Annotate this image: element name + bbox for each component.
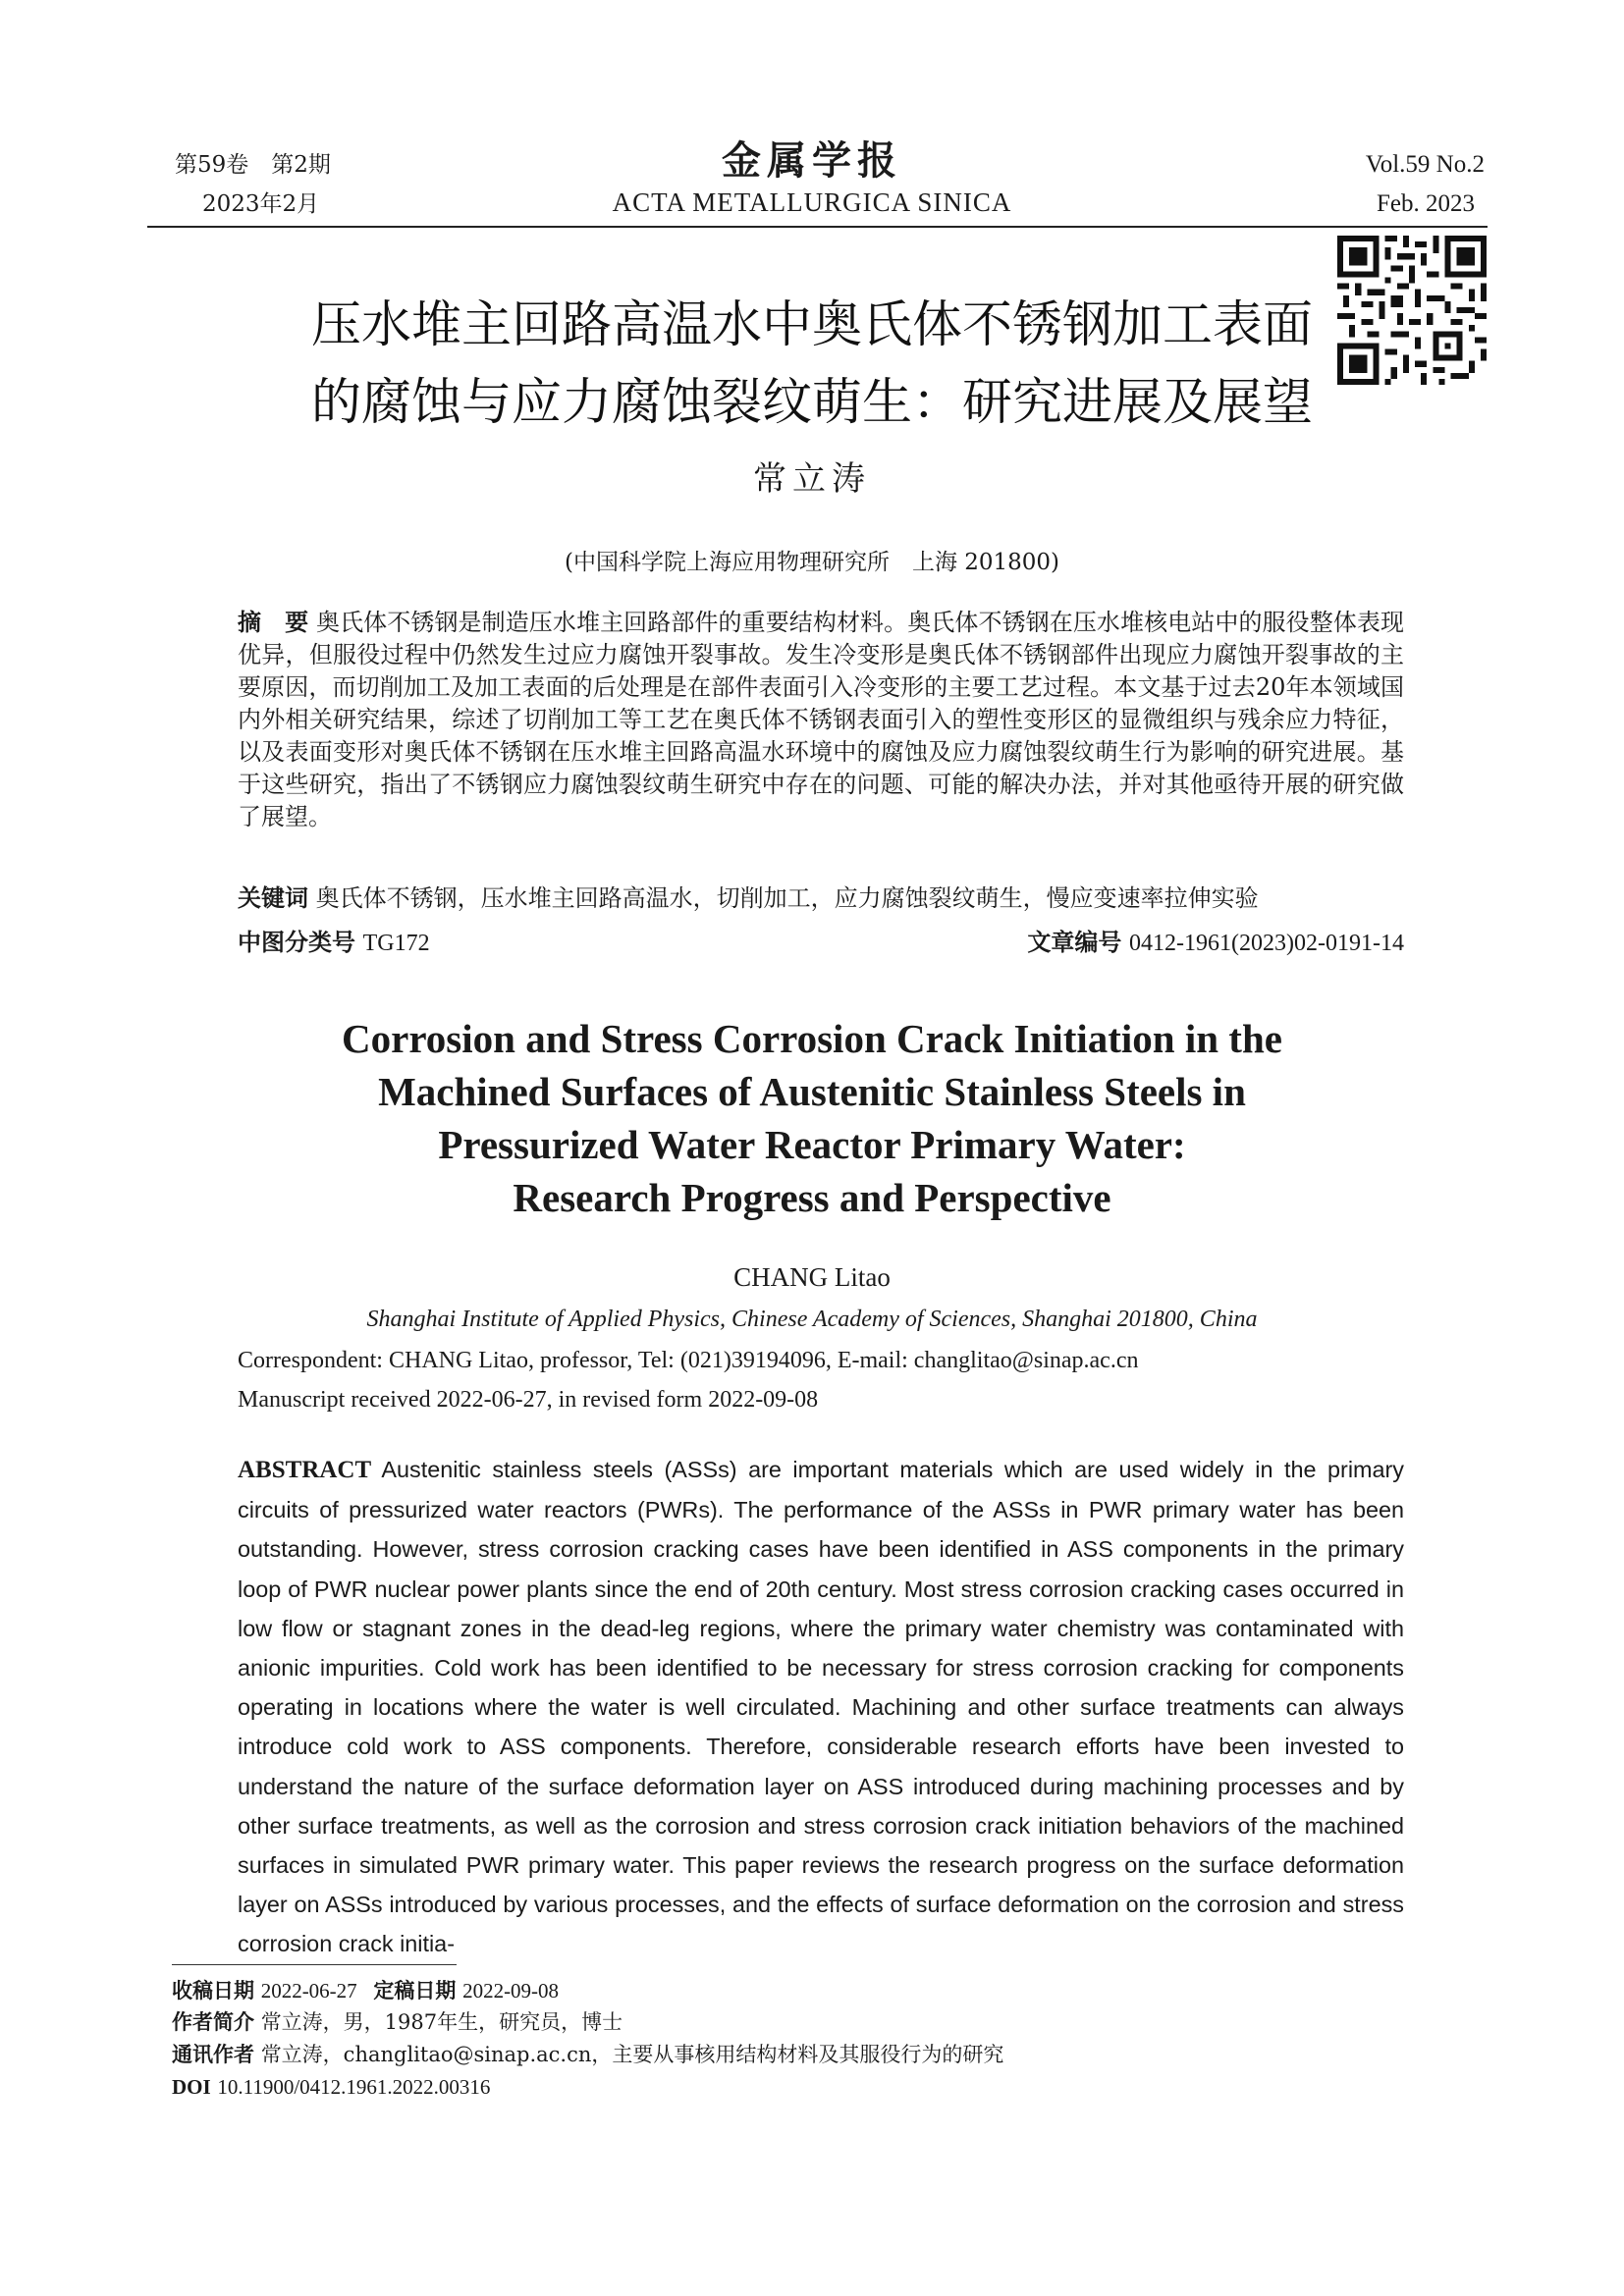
doi-value: 10.11900/0412.1961.2022.00316 — [217, 2075, 491, 2099]
header-rule — [147, 226, 1488, 228]
classification — [238, 926, 430, 960]
volume-issue-en: Vol.59 No.2 — [1365, 151, 1485, 178]
title-cn-line-2: 的腐蚀与应力腐蚀裂纹萌生：研究进展及展望 — [310, 374, 1313, 432]
footnote-corresponding — [172, 2040, 1003, 2069]
corr-value: 常立涛，changlitao@sinap.ac.cn，主要从事核用结构材料及其服役行为的研究 — [260, 2043, 1004, 2066]
accepted-value: 2022-09-08 — [462, 1979, 560, 2002]
abstract-en-text: Austenitic stainless steels (ASSs) are important materials which are used widely in the primary circuits of pressurized water reactors (PWRs). The performance of the ASSs in PWR primary water has been outstanding. However, stress corrosion cracking cases have been identified in ASS components in the primary loop of PWR nuclear power plants since the end of 20th century. Most stress corrosion cracking cases occurred in low flow or stagnant zones in the dead-leg regions, where the primary water chemistry was contaminated with anionic impurities. Cold work has been identified to be necessary for stress corrosion cracking for components operating in locations where the water is well circulated. Machining and other surface treatments can always introduce cold work to ASS components. Therefore, considerable research efforts have been invested to understand the nature of the surface deformation layer on ASS introduced during machining processes and by other surface treatments, as well as the corrosion and stress corrosion crack initiation behaviors of the machined surfaces in simulated PWR primary water. This paper reviews the research progress on the surface deformation layer on ASSs introduced by various processes, and the effects of surface deformation on the corrosion and stress corrosion crack initia- — [238, 1457, 1404, 1957]
footnote-doi — [172, 2072, 490, 2102]
footnote-bio — [172, 2007, 623, 2037]
accepted-label: 定稿日期 — [373, 1978, 457, 2002]
article-number-value: 0412-1961(2023)02-0191-14 — [1129, 931, 1404, 956]
paper-title-en — [147, 1012, 1477, 1224]
header-right — [1366, 145, 1485, 224]
affiliation-en: Shanghai Institute of Applied Physics, Chinese Academy of Sciences, Shanghai 201800, China — [366, 1307, 1258, 1332]
bio-label: 作者简介 — [172, 2009, 254, 2034]
title-en-line-3: Pressurized Water Reactor Primary Water: — [438, 1122, 1186, 1167]
classification-label: 中图分类号 — [238, 928, 355, 956]
title-en-line-4: Research Progress and Perspective — [513, 1175, 1111, 1220]
article-number — [1027, 926, 1404, 960]
corr-label: 通讯作者 — [172, 2042, 254, 2066]
received-value: 2022-06-27 — [260, 1979, 357, 2002]
title-en-line-1: Corrosion and Stress Corrosion Crack Initiation in the — [342, 1016, 1282, 1061]
abstract-en-label: ABSTRACT — [238, 1457, 372, 1483]
journal-name-en: ACTA METALLURGICA SINICA — [612, 187, 1012, 217]
article-number-label: 文章编号 — [1027, 928, 1122, 956]
author-cn: 常立涛 — [753, 459, 871, 499]
date-cn: 2023年2月 — [202, 191, 320, 217]
abstract-cn — [238, 606, 1404, 833]
keywords-cn — [238, 881, 1404, 915]
correspondent-en: Correspondent: CHANG Litao, professor, Tel: (021)39194096, E-mail: changlitao@sinap.ac.cn — [238, 1348, 1139, 1373]
abstract-cn-label: 摘 要 — [238, 608, 309, 636]
bio-value: 常立涛，男，1987年生，研究员，博士 — [260, 2010, 623, 2034]
manuscript-received: Manuscript received 2022-06-27, in revised form 2022-09-08 — [238, 1387, 819, 1413]
doi-label: DOI — [172, 2075, 211, 2099]
author-en: CHANG Litao — [733, 1262, 891, 1292]
footnote-dates — [172, 1976, 559, 2005]
classification-value: TG172 — [362, 931, 430, 956]
affiliation-cn: (中国科学院上海应用物理研究所 上海 201800) — [564, 550, 1060, 575]
journal-logo-cn: 金属学报 — [722, 137, 902, 184]
keywords-cn-text: 奥氏体不锈钢，压水堆主回路高温水，切削加工，应力腐蚀裂纹萌生，慢应变速率拉伸实验 — [315, 884, 1259, 912]
abstract-cn-text: 奥氏体不锈钢是制造压水堆主回路部件的重要结构材料。奥氏体不锈钢在压水堆核电站中的服役整体表现优异，但服役过程中仍然发生过应力腐蚀开裂事故。发生冷变形是奥氏体不锈钢部件出现应力腐蚀开裂事故的主要原因，而切削加工及加工表面的后处理是在部件表面引入冷变形的主要工艺过程。本文基于过去20年本领域国内外相关研究结果，综述了切削加工等工艺在奥氏体不锈钢表面引入的塑性变形区的显微组织与残余应力特征，以及表面变形对奥氏体不锈钢在压水堆主回路高温水环境中的腐蚀及应力腐蚀裂纹萌生行为影响的研究进展。基于这些研究，指出了不锈钢应力腐蚀裂纹萌生研究中存在的问题、可能的解决办法，并对其他亟待开展的研究做了展望。 — [238, 609, 1404, 830]
volume-issue-cn: 第59卷 第2期 — [175, 152, 331, 178]
footnote-rule — [172, 1964, 457, 1965]
abstract-en — [238, 1450, 1404, 1964]
title-cn-line-1: 压水堆主回路高温水中奥氏体不锈钢加工表面 — [310, 296, 1313, 354]
date-en: Feb. 2023 — [1377, 190, 1475, 217]
keywords-cn-label: 关键词 — [238, 883, 308, 912]
title-en-line-2: Machined Surfaces of Austenitic Stainless Steels in — [378, 1069, 1246, 1114]
paper-title-cn — [177, 287, 1447, 442]
received-label: 收稿日期 — [172, 1978, 254, 2002]
